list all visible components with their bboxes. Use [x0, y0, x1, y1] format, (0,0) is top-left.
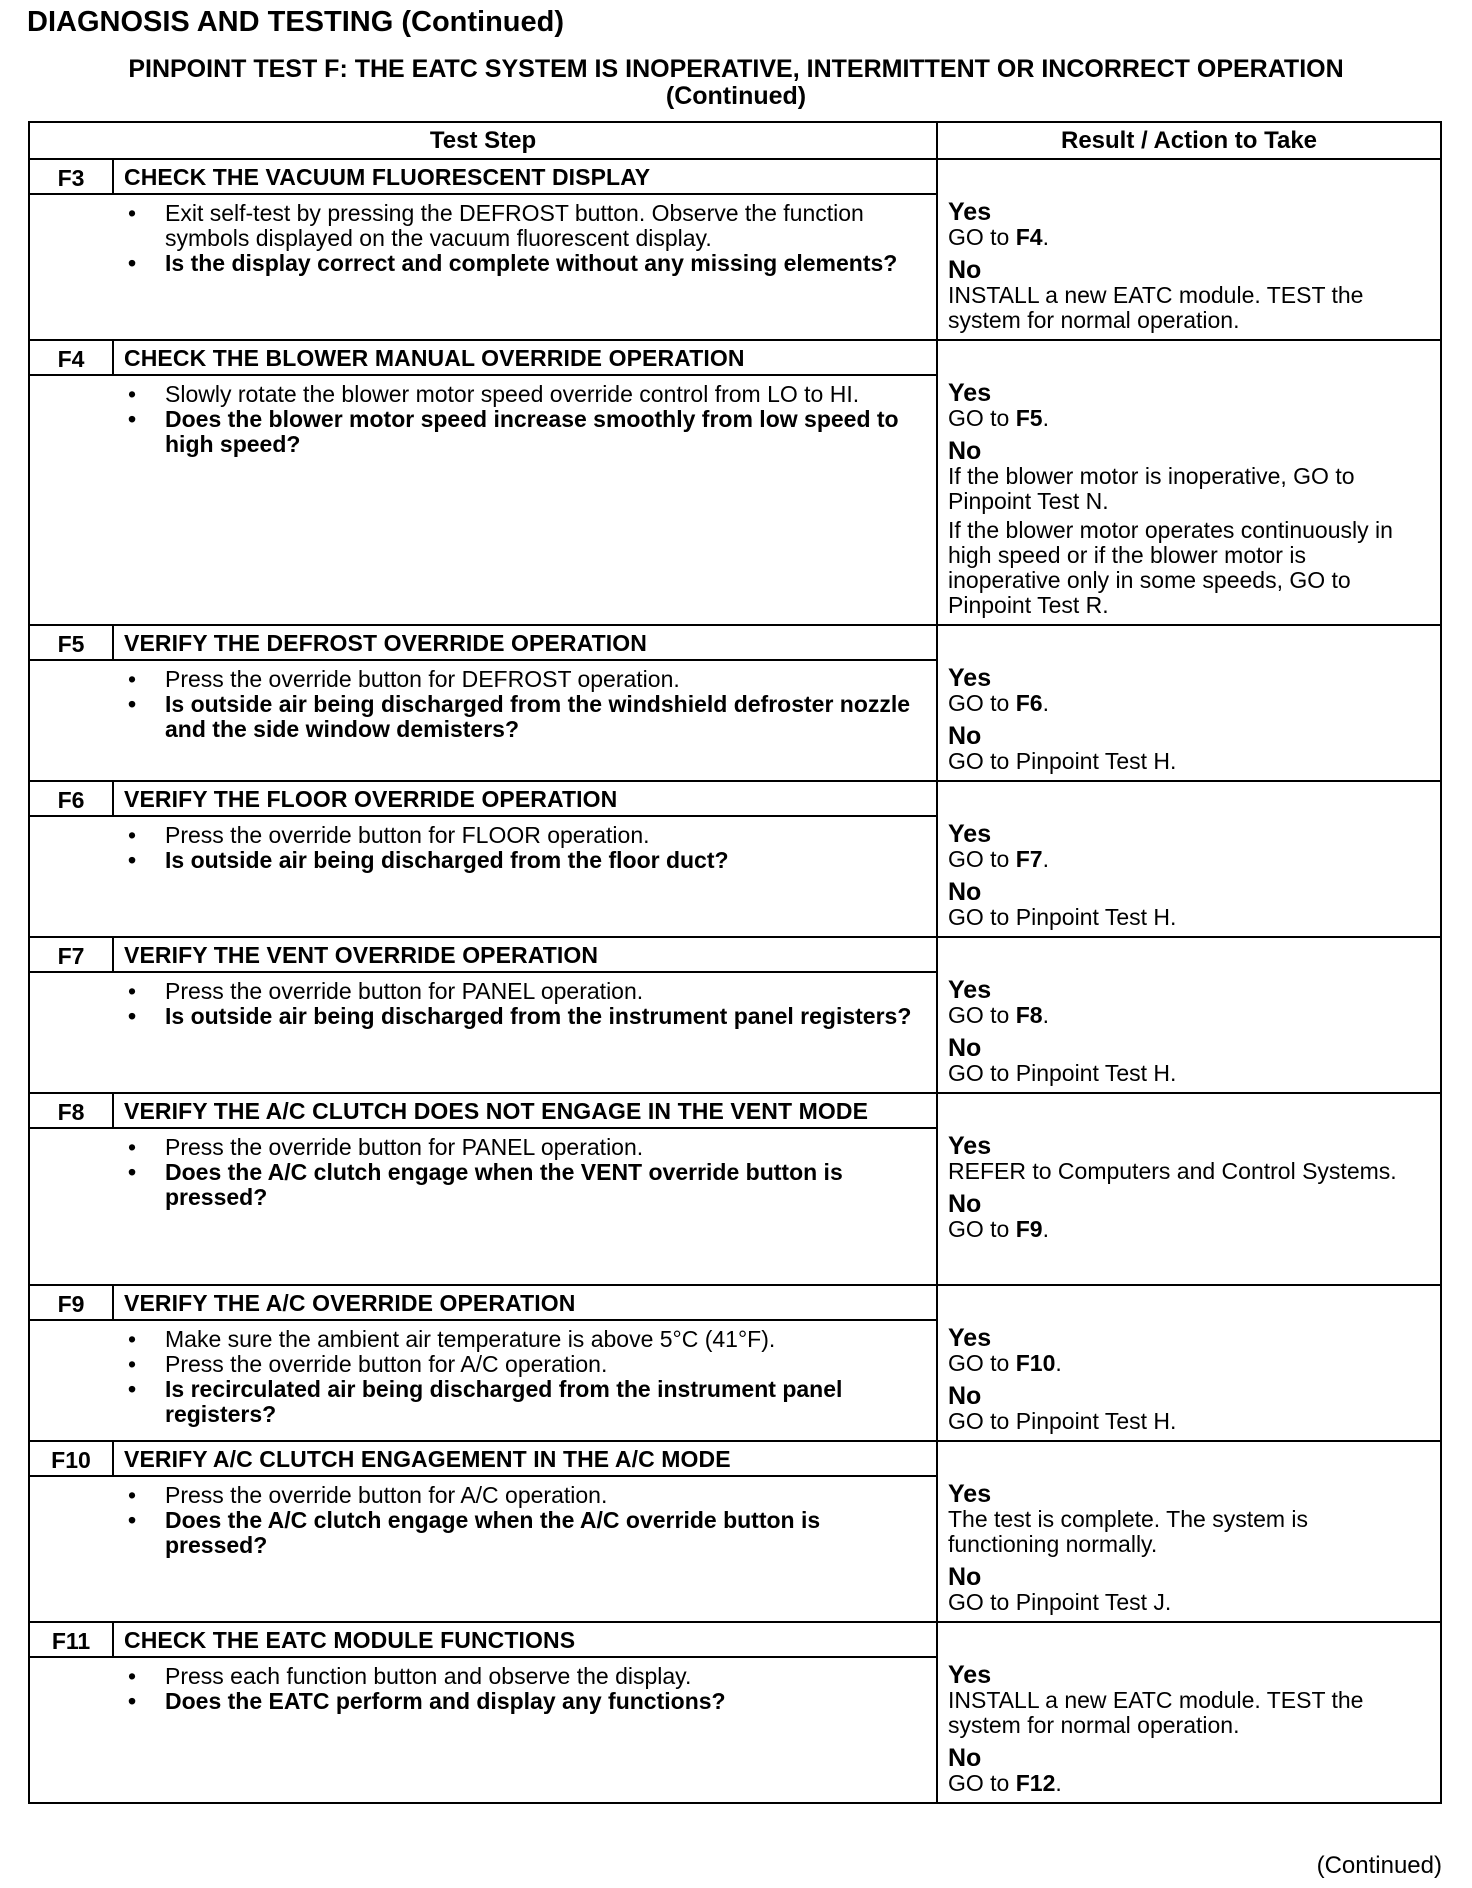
result-action-text: INSTALL a new EATC module. TEST the system for normal operation.: [948, 1687, 1364, 1738]
step-question: • Does the A/C clutch engage when the VENT override button is pressed?: [128, 1160, 916, 1210]
step-id: F5: [30, 626, 114, 659]
step-question: • Does the blower motor speed increase smoothly from low speed to high speed?: [128, 407, 916, 457]
result-action: [948, 1159, 1424, 1184]
result-action: [948, 1771, 1424, 1796]
result-action: [948, 1003, 1424, 1028]
step-instructions: [30, 973, 936, 1037]
result-action: [948, 464, 1424, 618]
step-heading: [30, 626, 936, 661]
step-instructions: [30, 1477, 936, 1566]
result-action-text: The test is complete. The system is functioning normally.: [948, 1506, 1309, 1557]
result-action-cell: [938, 626, 1440, 780]
step-title: CHECK THE EATC MODULE FUNCTIONS: [124, 1627, 576, 1653]
step-instructions: [30, 376, 936, 465]
result-step-reference: F6: [1015, 690, 1043, 716]
result-action-text: GO to: [948, 1002, 1016, 1028]
step-heading: [30, 1623, 936, 1658]
test-steps-table: [28, 121, 1442, 1804]
step-heading: [30, 341, 936, 376]
step-title: VERIFY THE FLOOR OVERRIDE OPERATION: [124, 786, 618, 812]
result-yes-label: Yes: [948, 976, 992, 1004]
result-action-cell: [938, 938, 1440, 1092]
test-step-row: [30, 160, 1440, 341]
result-action-suffix: .: [1042, 846, 1049, 872]
step-instruction: • Press the override button for DEFROST operation.: [128, 667, 916, 692]
step-instructions: [30, 1321, 936, 1435]
test-step-row: [30, 782, 1440, 938]
test-step-cell: [30, 626, 938, 780]
test-step-row: [30, 341, 1440, 626]
result-yes-label: Yes: [948, 1324, 992, 1352]
step-instruction: • Press the override button for FLOOR operation.: [128, 823, 916, 848]
result-action-text: GO to: [948, 224, 1016, 250]
step-instruction: • Press the override button for PANEL operation.: [128, 979, 916, 1004]
step-id: F3: [30, 160, 114, 193]
result-action: [948, 283, 1424, 333]
result-yes-label: Yes: [948, 820, 992, 848]
header-result-action: Result / Action to Take: [1060, 127, 1318, 154]
result-step-reference: F8: [1015, 1002, 1043, 1028]
result-yes-label: Yes: [948, 379, 992, 407]
step-instructions: [30, 195, 936, 284]
result-action-suffix: .: [1042, 690, 1049, 716]
result-no-label: No: [948, 437, 982, 465]
step-question: • Is outside air being discharged from the instrument panel registers?: [128, 1004, 916, 1029]
result-action: [948, 1061, 1424, 1086]
test-step-cell: [30, 1094, 938, 1284]
step-instruction: • Exit self-test by pressing the DEFROST button. Observe the function symbols displayed on the vacuum fluorescent display.: [128, 201, 916, 251]
step-title: VERIFY THE A/C CLUTCH DOES NOT ENGAGE IN THE VENT MODE: [124, 1098, 869, 1124]
step-id: F6: [30, 782, 114, 815]
result-action: [948, 1688, 1424, 1738]
test-step-row: [30, 626, 1440, 782]
result-action-text: GO to Pinpoint Test H.: [948, 1060, 1177, 1086]
result-no-label: No: [948, 1034, 982, 1062]
step-id: F11: [30, 1623, 114, 1656]
step-instructions: [30, 1658, 936, 1722]
result-action-cell: [938, 1623, 1440, 1802]
step-heading: [30, 782, 936, 817]
continued-label: (Continued): [1316, 1852, 1442, 1879]
result-action-cell: [938, 1286, 1440, 1440]
result-action-text: INSTALL a new EATC module. TEST the system for normal operation.: [948, 282, 1364, 333]
result-action-cell: [938, 782, 1440, 936]
step-heading: [30, 938, 936, 973]
test-step-cell: [30, 782, 938, 936]
result-step-reference: F9: [1015, 1216, 1043, 1242]
result-action-text: GO to: [948, 405, 1016, 431]
step-id: F8: [30, 1094, 114, 1127]
result-action-text: REFER to Computers and Control Systems.: [948, 1158, 1397, 1184]
result-yes-label: Yes: [948, 198, 992, 226]
step-question: • Does the A/C clutch engage when the A/C override button is pressed?: [128, 1508, 916, 1558]
result-yes-label: Yes: [948, 1132, 992, 1160]
result-step-reference: F5: [1015, 405, 1043, 431]
test-step-row: [30, 1286, 1440, 1442]
step-heading: [30, 1286, 936, 1321]
steps-container: [30, 160, 1440, 1802]
step-title: VERIFY THE VENT OVERRIDE OPERATION: [124, 942, 599, 968]
test-step-cell: [30, 1442, 938, 1621]
result-action-cell: [938, 341, 1440, 624]
step-instruction: • Press the override button for A/C operation.: [128, 1483, 916, 1508]
step-id: F4: [30, 341, 114, 374]
test-step-row: [30, 938, 1440, 1094]
step-heading: [30, 160, 936, 195]
result-action: [948, 1507, 1424, 1557]
result-no-label: No: [948, 722, 982, 750]
pinpoint-test-title: [28, 56, 1444, 110]
result-no-label: No: [948, 1744, 982, 1772]
step-question: • Is outside air being discharged from the windshield defroster nozzle and the side window demisters?: [128, 692, 916, 742]
result-action: [948, 905, 1424, 930]
step-heading: [30, 1442, 936, 1477]
page-title: DIAGNOSIS AND TESTING (Continued): [27, 6, 565, 38]
result-action-text: GO to: [948, 1350, 1016, 1376]
step-instruction: • Slowly rotate the blower motor speed override control from LO to HI.: [128, 382, 916, 407]
result-action: [948, 1409, 1424, 1434]
result-action-cell: [938, 160, 1440, 339]
result-step-reference: F12: [1015, 1770, 1056, 1796]
step-question: • Does the EATC perform and display any functions?: [128, 1689, 916, 1714]
test-step-cell: [30, 160, 938, 339]
result-action-suffix: .: [1042, 1002, 1049, 1028]
result-action: [948, 847, 1424, 872]
result-action-text: GO to: [948, 1770, 1016, 1796]
step-title: VERIFY A/C CLUTCH ENGAGEMENT IN THE A/C MODE: [124, 1446, 731, 1472]
step-title: CHECK THE VACUUM FLUORESCENT DISPLAY: [124, 164, 651, 190]
result-action-suffix: .: [1042, 1216, 1049, 1242]
result-action: [948, 1590, 1424, 1615]
result-no-label: No: [948, 1190, 982, 1218]
result-action-text: GO to Pinpoint Test H.: [948, 1408, 1177, 1434]
test-step-cell: [30, 1623, 938, 1802]
result-step-reference: F4: [1015, 224, 1043, 250]
test-step-row: [30, 1094, 1440, 1286]
result-action-text: GO to Pinpoint Test H.: [948, 904, 1177, 930]
step-question: • Is the display correct and complete without any missing elements?: [128, 251, 916, 276]
result-action-cell: [938, 1442, 1440, 1621]
step-instructions: [30, 661, 936, 750]
result-action-suffix: .: [1055, 1770, 1062, 1796]
result-step-reference: F7: [1015, 846, 1043, 872]
step-title: CHECK THE BLOWER MANUAL OVERRIDE OPERATION: [124, 345, 745, 371]
step-heading: [30, 1094, 936, 1129]
test-step-cell: [30, 938, 938, 1092]
result-action: [948, 1217, 1424, 1242]
result-action-cell: [938, 1094, 1440, 1284]
step-instructions: [30, 817, 936, 881]
step-instruction: • Press each function button and observe the display.: [128, 1664, 916, 1689]
result-action-text: GO to Pinpoint Test H.: [948, 748, 1177, 774]
result-action-suffix: .: [1042, 405, 1049, 431]
result-action: [948, 406, 1424, 431]
result-action-suffix: .: [1042, 224, 1049, 250]
result-action-text: If the blower motor is inoperative, GO to Pinpoint Test N.: [948, 463, 1355, 514]
header-test-step: Test Step: [30, 123, 938, 158]
result-action-text: GO to: [948, 846, 1016, 872]
step-instruction: • Make sure the ambient air temperature is above 5°C (41°F).: [128, 1327, 916, 1352]
test-step-row: [30, 1623, 1440, 1802]
result-no-label: No: [948, 256, 982, 284]
result-action-extra: If the blower motor operates continuously in high speed or if the blower motor is inoperative only in some speeds, GO to Pinpoint Test R.: [948, 517, 1393, 618]
result-step-reference: F10: [1015, 1350, 1056, 1376]
test-step-cell: [30, 1286, 938, 1440]
test-step-row: [30, 1442, 1440, 1623]
result-action-text: GO to: [948, 1216, 1016, 1242]
result-yes-label: Yes: [948, 1480, 992, 1508]
step-question: • Is recirculated air being discharged from the instrument panel registers?: [128, 1377, 916, 1427]
step-instructions: [30, 1129, 936, 1218]
pinpoint-title-line2: (Continued): [665, 82, 807, 110]
test-step-cell: [30, 341, 938, 624]
result-no-label: No: [948, 878, 982, 906]
result-no-label: No: [948, 1563, 982, 1591]
result-yes-label: Yes: [948, 1661, 992, 1689]
step-id: F10: [30, 1442, 114, 1475]
result-action-text: GO to Pinpoint Test J.: [948, 1589, 1172, 1615]
result-action: [948, 225, 1424, 250]
result-yes-label: Yes: [948, 664, 992, 692]
pinpoint-title-line1: PINPOINT TEST F: THE EATC SYSTEM IS INOPERATIVE, INTERMITTENT OR INCORRECT OPERATION: [128, 55, 1344, 83]
step-instruction: • Press the override button for PANEL operation.: [128, 1135, 916, 1160]
step-question: • Is outside air being discharged from the floor duct?: [128, 848, 916, 873]
result-action-suffix: .: [1055, 1350, 1062, 1376]
step-id: F9: [30, 1286, 114, 1319]
result-action: [948, 691, 1424, 716]
step-title: VERIFY THE A/C OVERRIDE OPERATION: [124, 1290, 576, 1316]
step-id: F7: [30, 938, 114, 971]
result-action-text: GO to: [948, 690, 1016, 716]
step-title: VERIFY THE DEFROST OVERRIDE OPERATION: [124, 630, 647, 656]
table-header: [30, 123, 1440, 160]
result-action: [948, 1351, 1424, 1376]
step-instruction: • Press the override button for A/C operation.: [128, 1352, 916, 1377]
result-action: [948, 749, 1424, 774]
result-no-label: No: [948, 1382, 982, 1410]
